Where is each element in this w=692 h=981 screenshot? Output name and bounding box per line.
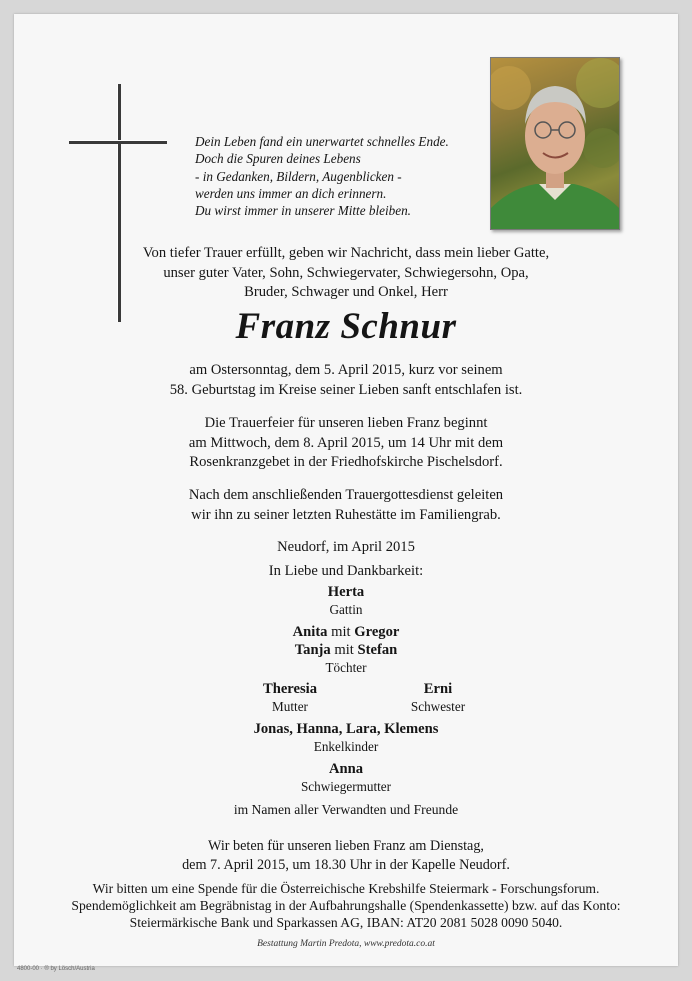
family-daughters bbox=[246, 623, 446, 676]
family-grandchildren bbox=[216, 720, 476, 755]
burial-line: Nach dem anschließenden Trauergottesdienst geleiten bbox=[188, 487, 504, 503]
family-mother bbox=[230, 680, 350, 715]
death-notice bbox=[60, 361, 632, 400]
burial-line: wir ihn zu seiner letzten Ruhestätte im Familiengrab. bbox=[191, 506, 501, 523]
death-line: 58. Geburtstag im Kreise seiner Lieben sanft entschlafen ist. bbox=[169, 381, 523, 398]
family-mother-in-law bbox=[246, 760, 446, 795]
donation-line: Wir bitten um eine Spende für die Österreichische Krebshilfe Steiermark - Forschungsforum. bbox=[92, 881, 600, 896]
family-role: Schwester bbox=[410, 699, 466, 714]
family-connector: mit bbox=[331, 624, 351, 640]
family-name: Jonas, Hanna, Lara, Klemens bbox=[253, 721, 439, 737]
family-name: Tanja bbox=[294, 642, 331, 658]
family-wife bbox=[246, 583, 446, 618]
funeral-info bbox=[60, 414, 632, 473]
donation-info bbox=[44, 880, 648, 931]
funeral-line: Rosenkranzgebet in der Friedhofskirche Pischelsdorf. bbox=[189, 454, 503, 470]
family-role: Töchter bbox=[325, 660, 367, 675]
prayer-line: dem 7. April 2015, um 18.30 Uhr in der Kapelle Neudorf. bbox=[182, 856, 510, 873]
poem-line: werden uns immer an dich erinnern. bbox=[195, 185, 387, 201]
cross-icon-bar bbox=[69, 140, 167, 144]
relatives-line: im Namen aller Verwandten und Freunde bbox=[233, 802, 459, 817]
death-line: am Ostersonntag, dem 5. April 2015, kurz vor seinem bbox=[189, 362, 503, 378]
funeral-line: am Mittwoch, dem 8. April 2015, um 14 Uhr mit dem bbox=[188, 434, 504, 451]
funeral-line: Die Trauerfeier für unseren lieben Franz beginnt bbox=[204, 415, 488, 431]
poem-line: Doch die Spuren deines Lebens bbox=[195, 151, 361, 167]
burial-info bbox=[60, 486, 632, 525]
intro-line: Von tiefer Trauer erfüllt, geben wir Nachricht, dass mein lieber Gatte, bbox=[142, 245, 550, 261]
donation-line: Spendemöglichkeit am Begräbnistag in der Aufbahrungshalle (Spendenkassette) bzw. auf das Konto: bbox=[71, 898, 621, 913]
family-name: Herta bbox=[327, 584, 365, 600]
prayer-line: Wir beten für unseren lieben Franz am Dienstag, bbox=[208, 838, 484, 854]
family-sister bbox=[378, 680, 498, 715]
thanks-line: In Liebe und Dankbarkeit: bbox=[268, 563, 424, 579]
family-role: Gattin bbox=[329, 602, 363, 617]
donation-line: Steiermärkische Bank und Sparkassen AG, IBAN: AT20 2081 5028 0090 5040. bbox=[129, 915, 563, 930]
funeral-home-credit: Bestattung Martin Predota, www.predota.co.at bbox=[257, 939, 435, 949]
poem-line: Du wirst immer in unserer Mitte bleiben. bbox=[195, 203, 411, 219]
intro-line: Bruder, Schwager und Onkel, Herr bbox=[244, 284, 448, 300]
family-role: Mutter bbox=[272, 699, 308, 714]
intro-text bbox=[60, 244, 632, 303]
poem-line: - in Gedanken, Bildern, Augenblicken - bbox=[195, 168, 402, 184]
family-name: Stefan bbox=[357, 642, 398, 658]
poem-line: Dein Leben fand ein unerwartet schnelles Ende. bbox=[195, 134, 449, 149]
family-role: Schwiegermutter bbox=[300, 779, 392, 794]
family-role: Enkelkinder bbox=[313, 739, 379, 754]
prayer-info bbox=[60, 837, 632, 874]
family-name: Erni bbox=[423, 681, 453, 697]
poem bbox=[195, 133, 485, 219]
intro-line: unser guter Vater, Sohn, Schwiegervater, Schwiegersohn, Opa, bbox=[163, 264, 529, 281]
family-name: Anita bbox=[292, 624, 328, 640]
print-code: 4800-00 · ® by Lösch/Austria bbox=[17, 966, 95, 972]
family-name: Anna bbox=[328, 761, 364, 777]
portrait-photo bbox=[490, 57, 620, 230]
family-connector: mit bbox=[334, 642, 354, 658]
place-date: Neudorf, im April 2015 bbox=[277, 539, 415, 555]
family-name: Gregor bbox=[354, 624, 400, 640]
deceased-name: Franz Schnur bbox=[235, 306, 457, 347]
family-name: Theresia bbox=[262, 681, 318, 697]
